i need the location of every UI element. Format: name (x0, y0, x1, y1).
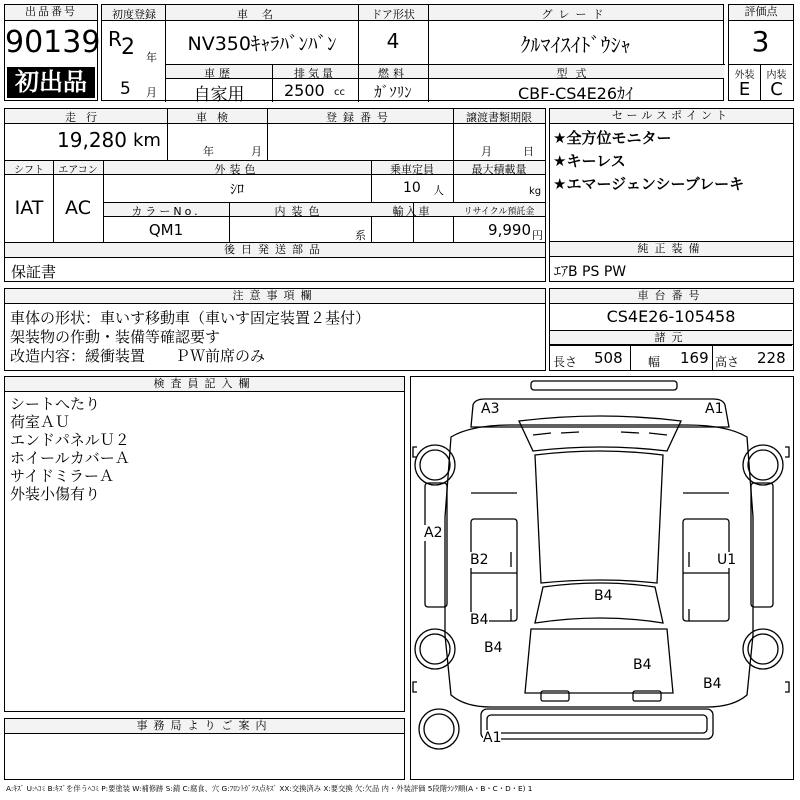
inspector-line-3: エンドパネルＵ２ (10, 431, 130, 449)
exterior-grade-label: 外装 (734, 70, 755, 81)
interior-color-label: 内装色 (274, 205, 326, 218)
first-reg-month-unit: 月 (146, 86, 157, 99)
length-label: 長さ (553, 355, 578, 369)
displacement-unit: cc (334, 87, 345, 98)
inspector-line-1: シートへたり (10, 395, 101, 413)
notes-line-2: 架装物の作動・装備等確認要す (10, 328, 221, 346)
grade-value: ｸﾙﾏｲｽｲﾄﾞｳｼｬ (520, 33, 631, 57)
color-no-label: カラーNo. (131, 205, 201, 218)
mark-b2: B2 (470, 552, 489, 568)
mark-b4-center: B4 (594, 588, 613, 604)
notes-line-1: 車体の形状：車いす移動車（車いす固定装置２基付） (10, 309, 371, 327)
max-load-label: 最大積載量 (471, 163, 527, 176)
car-body-diagram (411, 377, 792, 778)
width-label: 幅 (648, 355, 661, 369)
plate-label: 登録番号 (326, 111, 394, 124)
fuel-value: ｶﾞｿﾘﾝ (374, 83, 412, 101)
history-value: 自家用 (193, 85, 245, 105)
notes-box (4, 288, 546, 371)
legend-text: A:ｷｽﾞ U:ﾍｺﾐ B:ｷｽﾞを伴うﾍｺﾐ P:要塗装 W:補修跡 S:錆 C:腐食、穴 G:ﾌﾛﾝﾄｶﾞﾗｽ点ｷｽﾞ XX:交換済み X:要交換 欠:欠品 内・外装評価 5段階ﾗﾝｸ順(A・B・C・D・E) 1 (6, 784, 533, 793)
ac-value: AC (65, 197, 91, 219)
notes-label: 注意事項欄 (5, 289, 545, 304)
mark-a2: A2 (424, 525, 443, 541)
fuel-label: 燃料 (378, 67, 408, 80)
interior-grade: C (770, 79, 783, 100)
displacement-value: 2500 (284, 81, 325, 100)
door-label: ドア形状 (371, 8, 415, 21)
later-parts-value: 保証書 (11, 263, 57, 281)
exterior-color-value: ｼﾛ (230, 182, 244, 198)
sales-point-1: ★全方位モニター (553, 129, 672, 147)
inspector-line-6: 外装小傷有り (10, 485, 101, 503)
score-box (728, 4, 794, 101)
dims-label: 諸元 (550, 331, 793, 345)
inspector-box (4, 376, 405, 712)
genuine-label: 純正装備 (550, 242, 793, 257)
inspection-label: 車検 (196, 111, 238, 124)
office-label: 事務局よりご案内 (5, 719, 404, 734)
color-no-value: QM1 (148, 221, 184, 239)
lot-number-box (4, 4, 101, 101)
mileage-label: 走行 (65, 111, 107, 124)
mileage-unit: km (133, 130, 161, 151)
genuine-value: ｴｱB PS PW (554, 264, 627, 280)
recycle-unit: 円 (532, 229, 543, 242)
first-reg-era: R (108, 27, 122, 51)
first-reg-year: 2 (121, 35, 135, 60)
exterior-color-label: 外装色 (214, 163, 260, 176)
inspector-line-5: サイドミラーＡ (10, 467, 114, 485)
shift-label: シフト (14, 165, 44, 176)
mark-a3: A3 (481, 401, 500, 417)
mark-b4-right-corner: B4 (703, 676, 722, 692)
later-parts-label: 後日発送部品 (5, 243, 545, 258)
recycle-label: リサイクル預託金 (463, 207, 535, 217)
car-name-label: 車名 (237, 8, 287, 21)
first-reg-month: 5 (120, 79, 131, 99)
vehicle-info-box (4, 108, 546, 282)
lot-label: 出品番号 (5, 5, 97, 21)
width-value: 169 (680, 349, 709, 367)
mark-b4-left-rear: B4 (484, 640, 503, 656)
capacity-label: 乗車定員 (390, 163, 434, 176)
shift-value: IAT (14, 197, 44, 219)
mark-a1-top: A1 (705, 401, 724, 417)
first-reg-year-unit: 年 (146, 51, 157, 64)
inspector-line-4: ホイールカバーＡ (10, 449, 130, 467)
sales-label: セールスポイント (550, 109, 793, 124)
max-load-unit: kg (529, 186, 542, 197)
capacity-value: 10 (403, 180, 421, 196)
chassis-box (549, 288, 794, 371)
height-value: 228 (757, 349, 786, 367)
door-count: 4 (386, 29, 400, 53)
mark-b4-left-door: B4 (470, 612, 489, 628)
model-label: 型式 (556, 67, 595, 80)
mileage-value: 19,280 (57, 128, 127, 152)
inspection-month-unit: 月 (251, 145, 262, 158)
car-name: NV350ｷｬﾗﾊﾞﾝﾊﾞﾝ (187, 33, 337, 55)
exterior-grade: E (738, 79, 751, 100)
model-value: CBF-CS4E26ｶｲ (517, 84, 634, 103)
recycle-value: 9,990 (488, 221, 531, 239)
sales-points-box (549, 108, 794, 242)
damage-diagram-box (410, 376, 794, 780)
chassis-label: 車台番号 (550, 289, 793, 304)
sales-point-3: ★エマージェンシーブレーキ (553, 175, 745, 193)
first-reg-label: 初度登録 (112, 8, 156, 21)
interior-color-unit: 系 (355, 229, 366, 242)
import-label: 輸入車 (392, 205, 432, 218)
inspector-label: 検査員記入欄 (5, 377, 404, 392)
score-label: 評価点 (729, 5, 793, 21)
transfer-month-unit: 月 (481, 145, 492, 158)
grade-label: グレード (541, 8, 610, 21)
capacity-unit: 人 (433, 184, 444, 197)
first-listing-text: 初出品 (15, 68, 87, 96)
mark-u1: U1 (717, 552, 737, 568)
interior-grade-label: 内装 (766, 70, 787, 81)
height-label: 高さ (715, 355, 740, 369)
inspection-year-unit: 年 (203, 145, 214, 158)
ac-label: エアコン (58, 165, 98, 176)
genuine-equipment-box (549, 241, 794, 282)
mark-a1-bottom: A1 (483, 730, 502, 746)
displacement-label: 排気量 (294, 67, 336, 80)
first-listing-badge (7, 67, 95, 98)
score-value: 3 (751, 25, 770, 58)
notes-line-3: 改造内容：緩衝装置 ＰＷ前席のみ (10, 347, 266, 365)
length-value: 508 (594, 349, 623, 367)
transfer-day-unit: 日 (523, 145, 534, 158)
mark-b4-right: B4 (633, 657, 652, 673)
sales-point-2: ★キーレス (553, 152, 626, 170)
header-main (101, 4, 724, 105)
history-label: 車歴 (204, 67, 234, 80)
transfer-label: 譲渡書類期限 (466, 111, 532, 124)
inspector-line-2: 荷室ＡＵ (10, 413, 71, 431)
chassis-number: CS4E26-105458 (606, 307, 736, 326)
lot-number: 90139 (5, 25, 101, 60)
office-box (4, 718, 405, 780)
